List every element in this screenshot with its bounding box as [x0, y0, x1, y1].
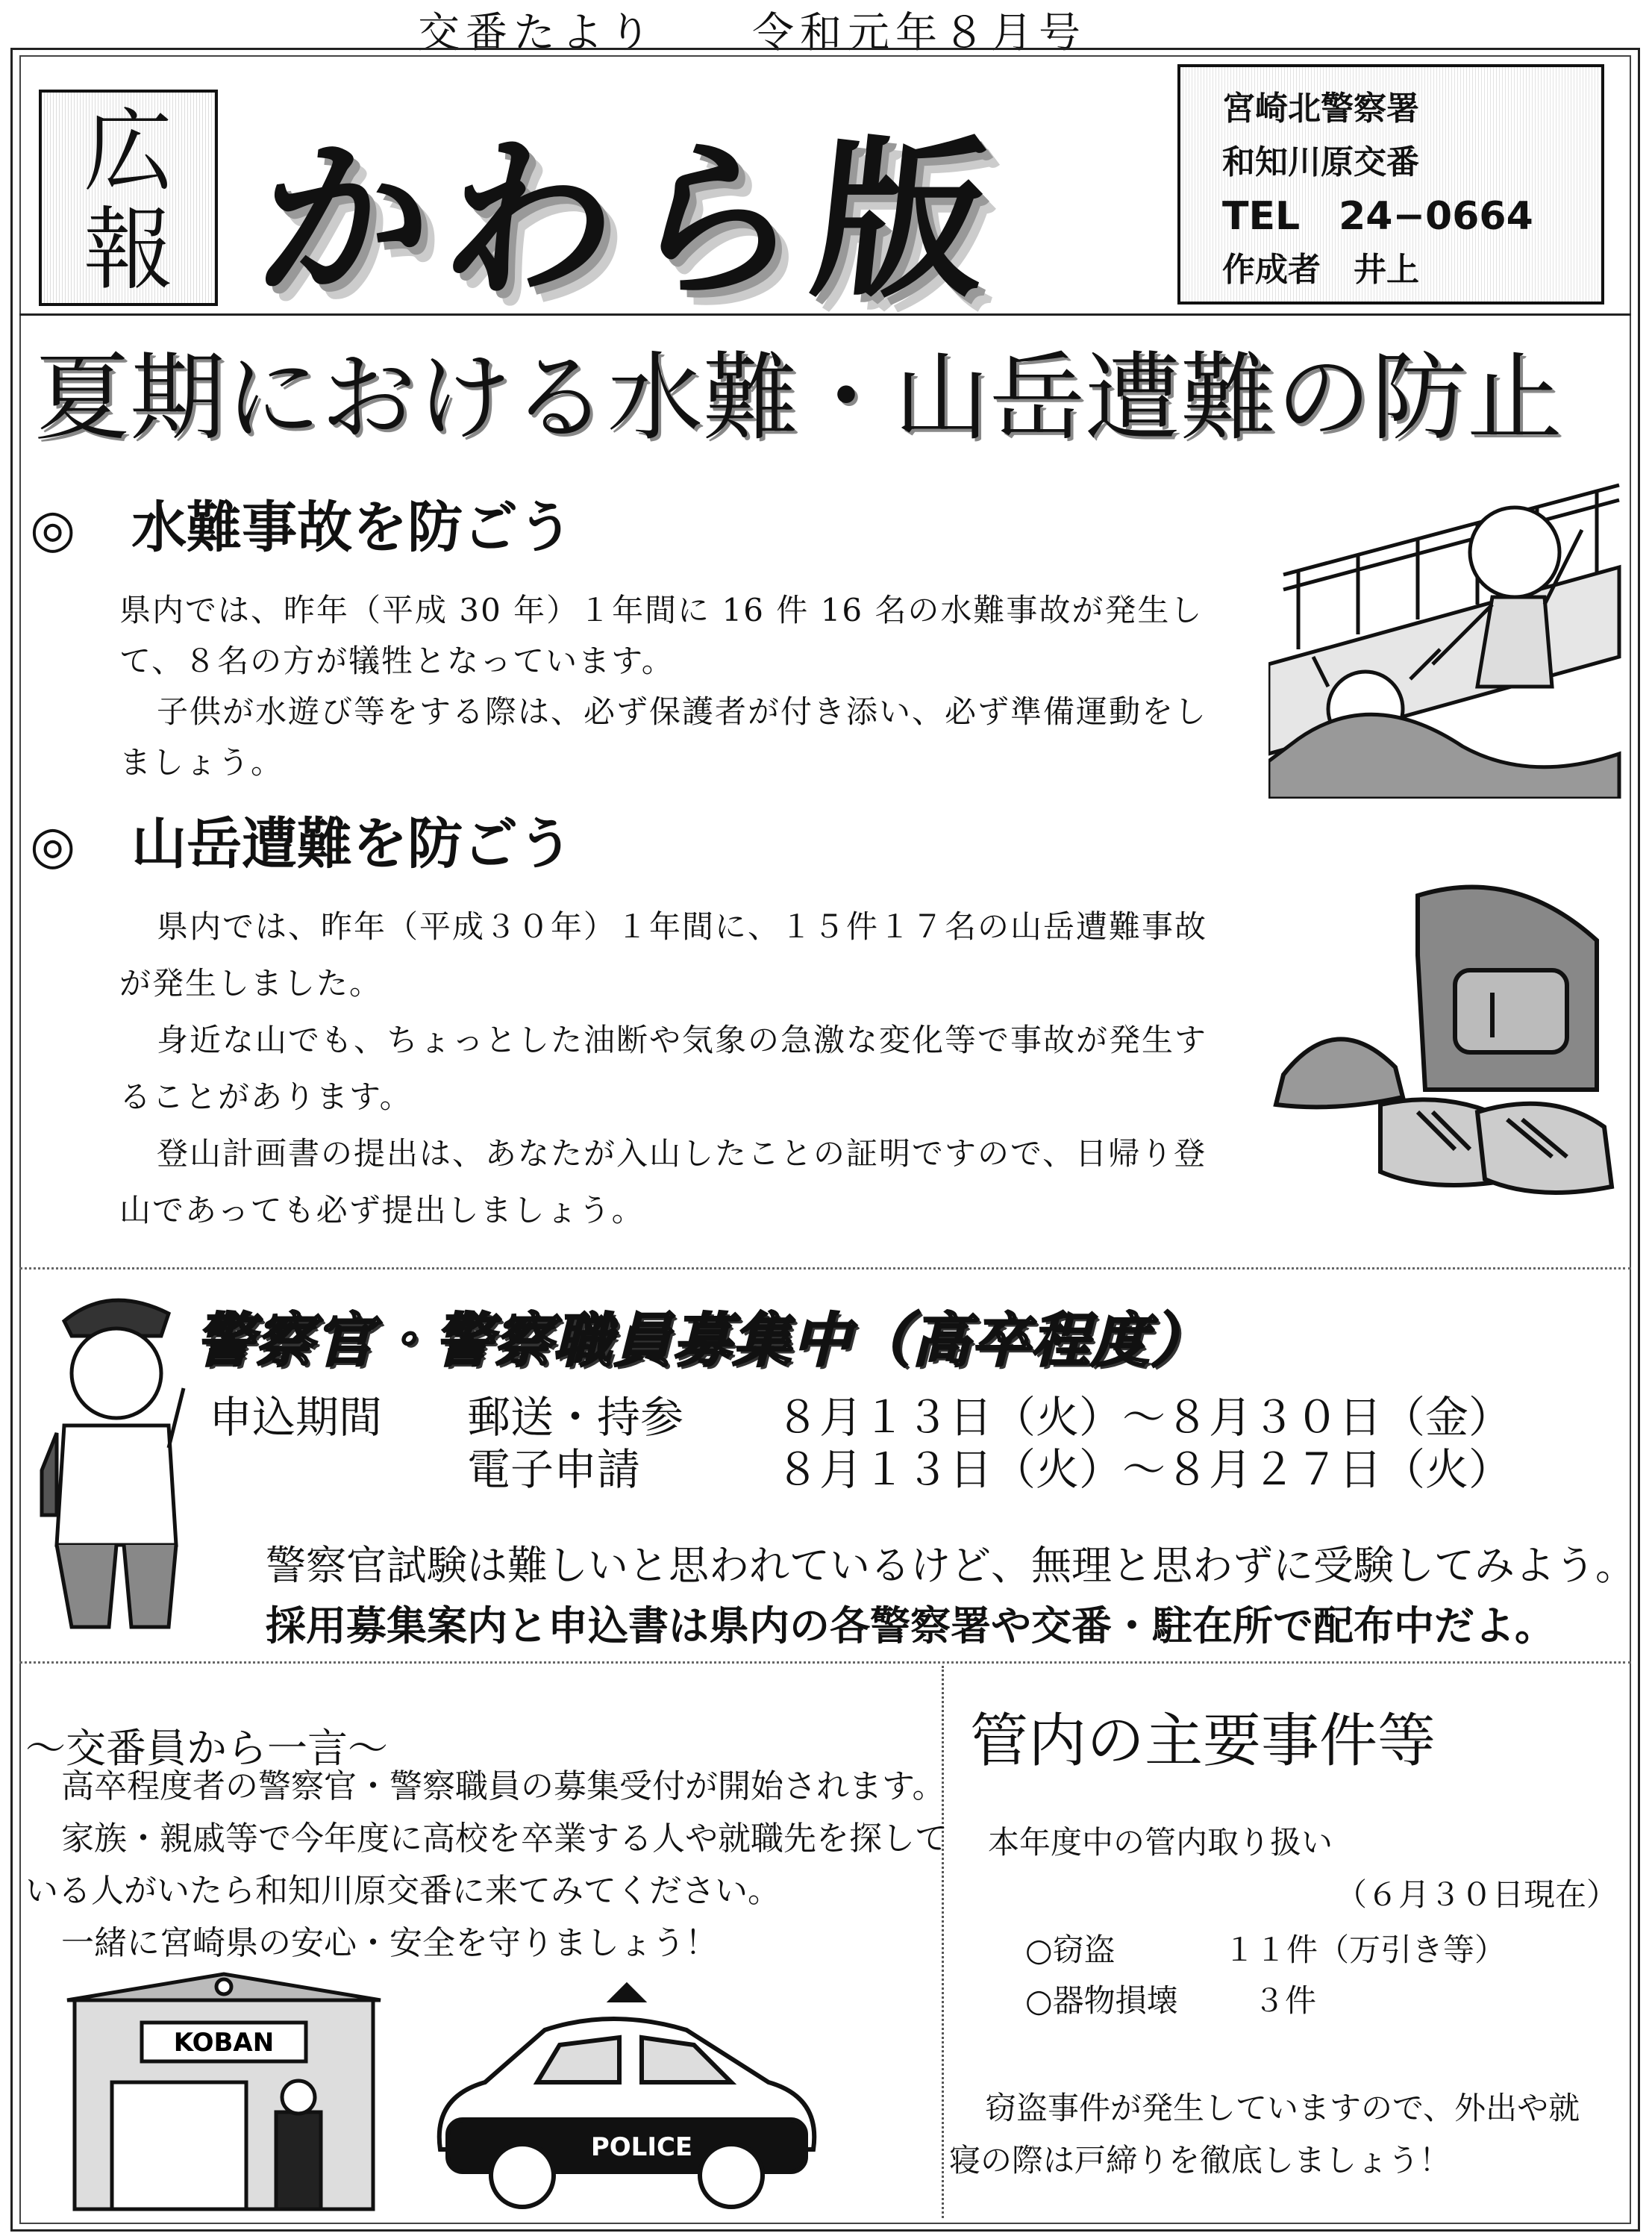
mail-label: 郵送・持参 — [467, 1392, 684, 1443]
text-line: ることがあります。 — [119, 1078, 413, 1115]
text-line: 家族・親戚等で今年度に高校を卒業する人や就職先を探して — [61, 1820, 948, 1858]
incident-1-label: ○窃盗 — [1025, 1932, 1116, 1968]
mountain-section-heading — [30, 800, 573, 879]
masthead-title: かわら版 — [248, 122, 1010, 321]
koho-top-char: 広 — [84, 100, 173, 204]
police-officer-illustration — [27, 1276, 191, 1649]
police-sign: POLICE — [590, 2132, 693, 2162]
online-label: 電子申請 — [467, 1444, 641, 1495]
section-divider — [19, 1661, 1631, 1664]
incidents-title: 管内の主要事件等 — [970, 1708, 1436, 1775]
water-paragraph-1 — [119, 585, 1203, 636]
text-line: 高卒程度者の警察官・警察職員の募集受付が開始されます。 — [61, 1767, 945, 1805]
double-circle-bullet: ◎ — [30, 498, 76, 559]
koban-corner-title: ～交番員から一言～ — [25, 1725, 388, 1772]
station-name: 宮崎北警察署 — [1222, 90, 1419, 128]
koban-sign: KOBAN — [173, 2028, 275, 2058]
incident-2-value: ３件 — [1254, 1982, 1317, 2019]
incidents-asof: （６月３０日現在） — [1336, 1876, 1618, 1913]
text-line: ましょう。 — [119, 744, 284, 781]
mountain-section-title: 山岳遭難を防ごう — [131, 812, 574, 876]
text-line: 子供が水遊び等をする際は、必ず保護者が付き添い、必ず準備運動をし — [157, 693, 1208, 730]
water-section-title: 水難事故を防ごう — [131, 496, 574, 560]
koban-building-illustration — [52, 1970, 395, 2217]
koho-box — [39, 90, 218, 306]
double-circle-bullet: ◎ — [30, 814, 76, 875]
incident-2-label: ○器物損壊 — [1025, 1982, 1178, 2019]
mail-dates: ８月１３日（火）～８月３０日（金） — [776, 1392, 1512, 1443]
section-divider — [19, 1267, 1631, 1270]
koho-bottom-char: 報 — [84, 199, 173, 302]
masthead-divider — [19, 313, 1631, 316]
page-headline: 夏期における水難・山岳遭難の防止 — [34, 343, 1563, 454]
koban-corner-body — [25, 1763, 948, 1967]
text-line: が発生しました。 — [119, 965, 383, 1002]
text-line: 県内では、昨年（平成３０年）１年間に、１５件１７名の山岳遭難事故 — [157, 908, 1208, 945]
incidents-note-2: 寝の際は戸締りを徹底しましょう！ — [949, 2142, 1451, 2179]
text-line: て、８名の方が犠牲となっています。 — [119, 643, 675, 679]
hiking-gear-illustration — [1268, 866, 1627, 1217]
station-info-box — [1177, 64, 1604, 305]
text-line: 身近な山でも、ちょっとした油断や気象の急激な変化等で事故が発生す — [157, 1022, 1208, 1058]
issue-line: 交番たより 令和元年８月号 — [418, 9, 1086, 57]
period-label: 申込期間 — [209, 1392, 383, 1443]
recruit-message-1: 警察官試験は難しいと思われているけど、無理と思わずに受験してみよう。 — [266, 1542, 1636, 1589]
incidents-intro: 本年度中の管内取り扱い — [988, 1824, 1333, 1861]
recruitment-title: 警察官・警察職員募集中（高卒程度） — [195, 1308, 1211, 1375]
text-line: 県内では、昨年（平成 30 年）１年間に 16 件 16 名の水難事故が発生し — [119, 592, 1204, 628]
phone-number: TEL 24−0664 — [1222, 194, 1533, 239]
water-section-heading — [30, 484, 573, 563]
online-dates: ８月１３日（火）～８月２７日（火） — [776, 1444, 1512, 1495]
author: 作成者 井上 — [1222, 251, 1419, 289]
text-line: いる人がいたら和知川原交番に来てみてください。 — [25, 1872, 780, 1910]
incidents-note-1: 窃盗事件が発生していますので、外出や就 — [985, 2090, 1580, 2126]
text-line: 山であっても必ず提出しましょう。 — [119, 1192, 645, 1228]
police-car-illustration — [418, 1970, 836, 2217]
water-accident-illustration — [1268, 440, 1627, 799]
text-line: 一緒に宮崎県の安心・安全を守りましょう！ — [61, 1924, 718, 1962]
recruit-message-2: 採用募集案内と申込書は県内の各警察署や交番・駐在所で配布中だよ。 — [266, 1602, 1555, 1649]
column-divider — [942, 1666, 944, 2218]
incident-1-value: １１件（万引き等） — [1224, 1932, 1506, 1968]
text-line: 登山計画書の提出は、あなたが入山したことの証明ですので、日帰り登 — [157, 1135, 1207, 1172]
koban-name: 和知川原交番 — [1222, 143, 1419, 181]
